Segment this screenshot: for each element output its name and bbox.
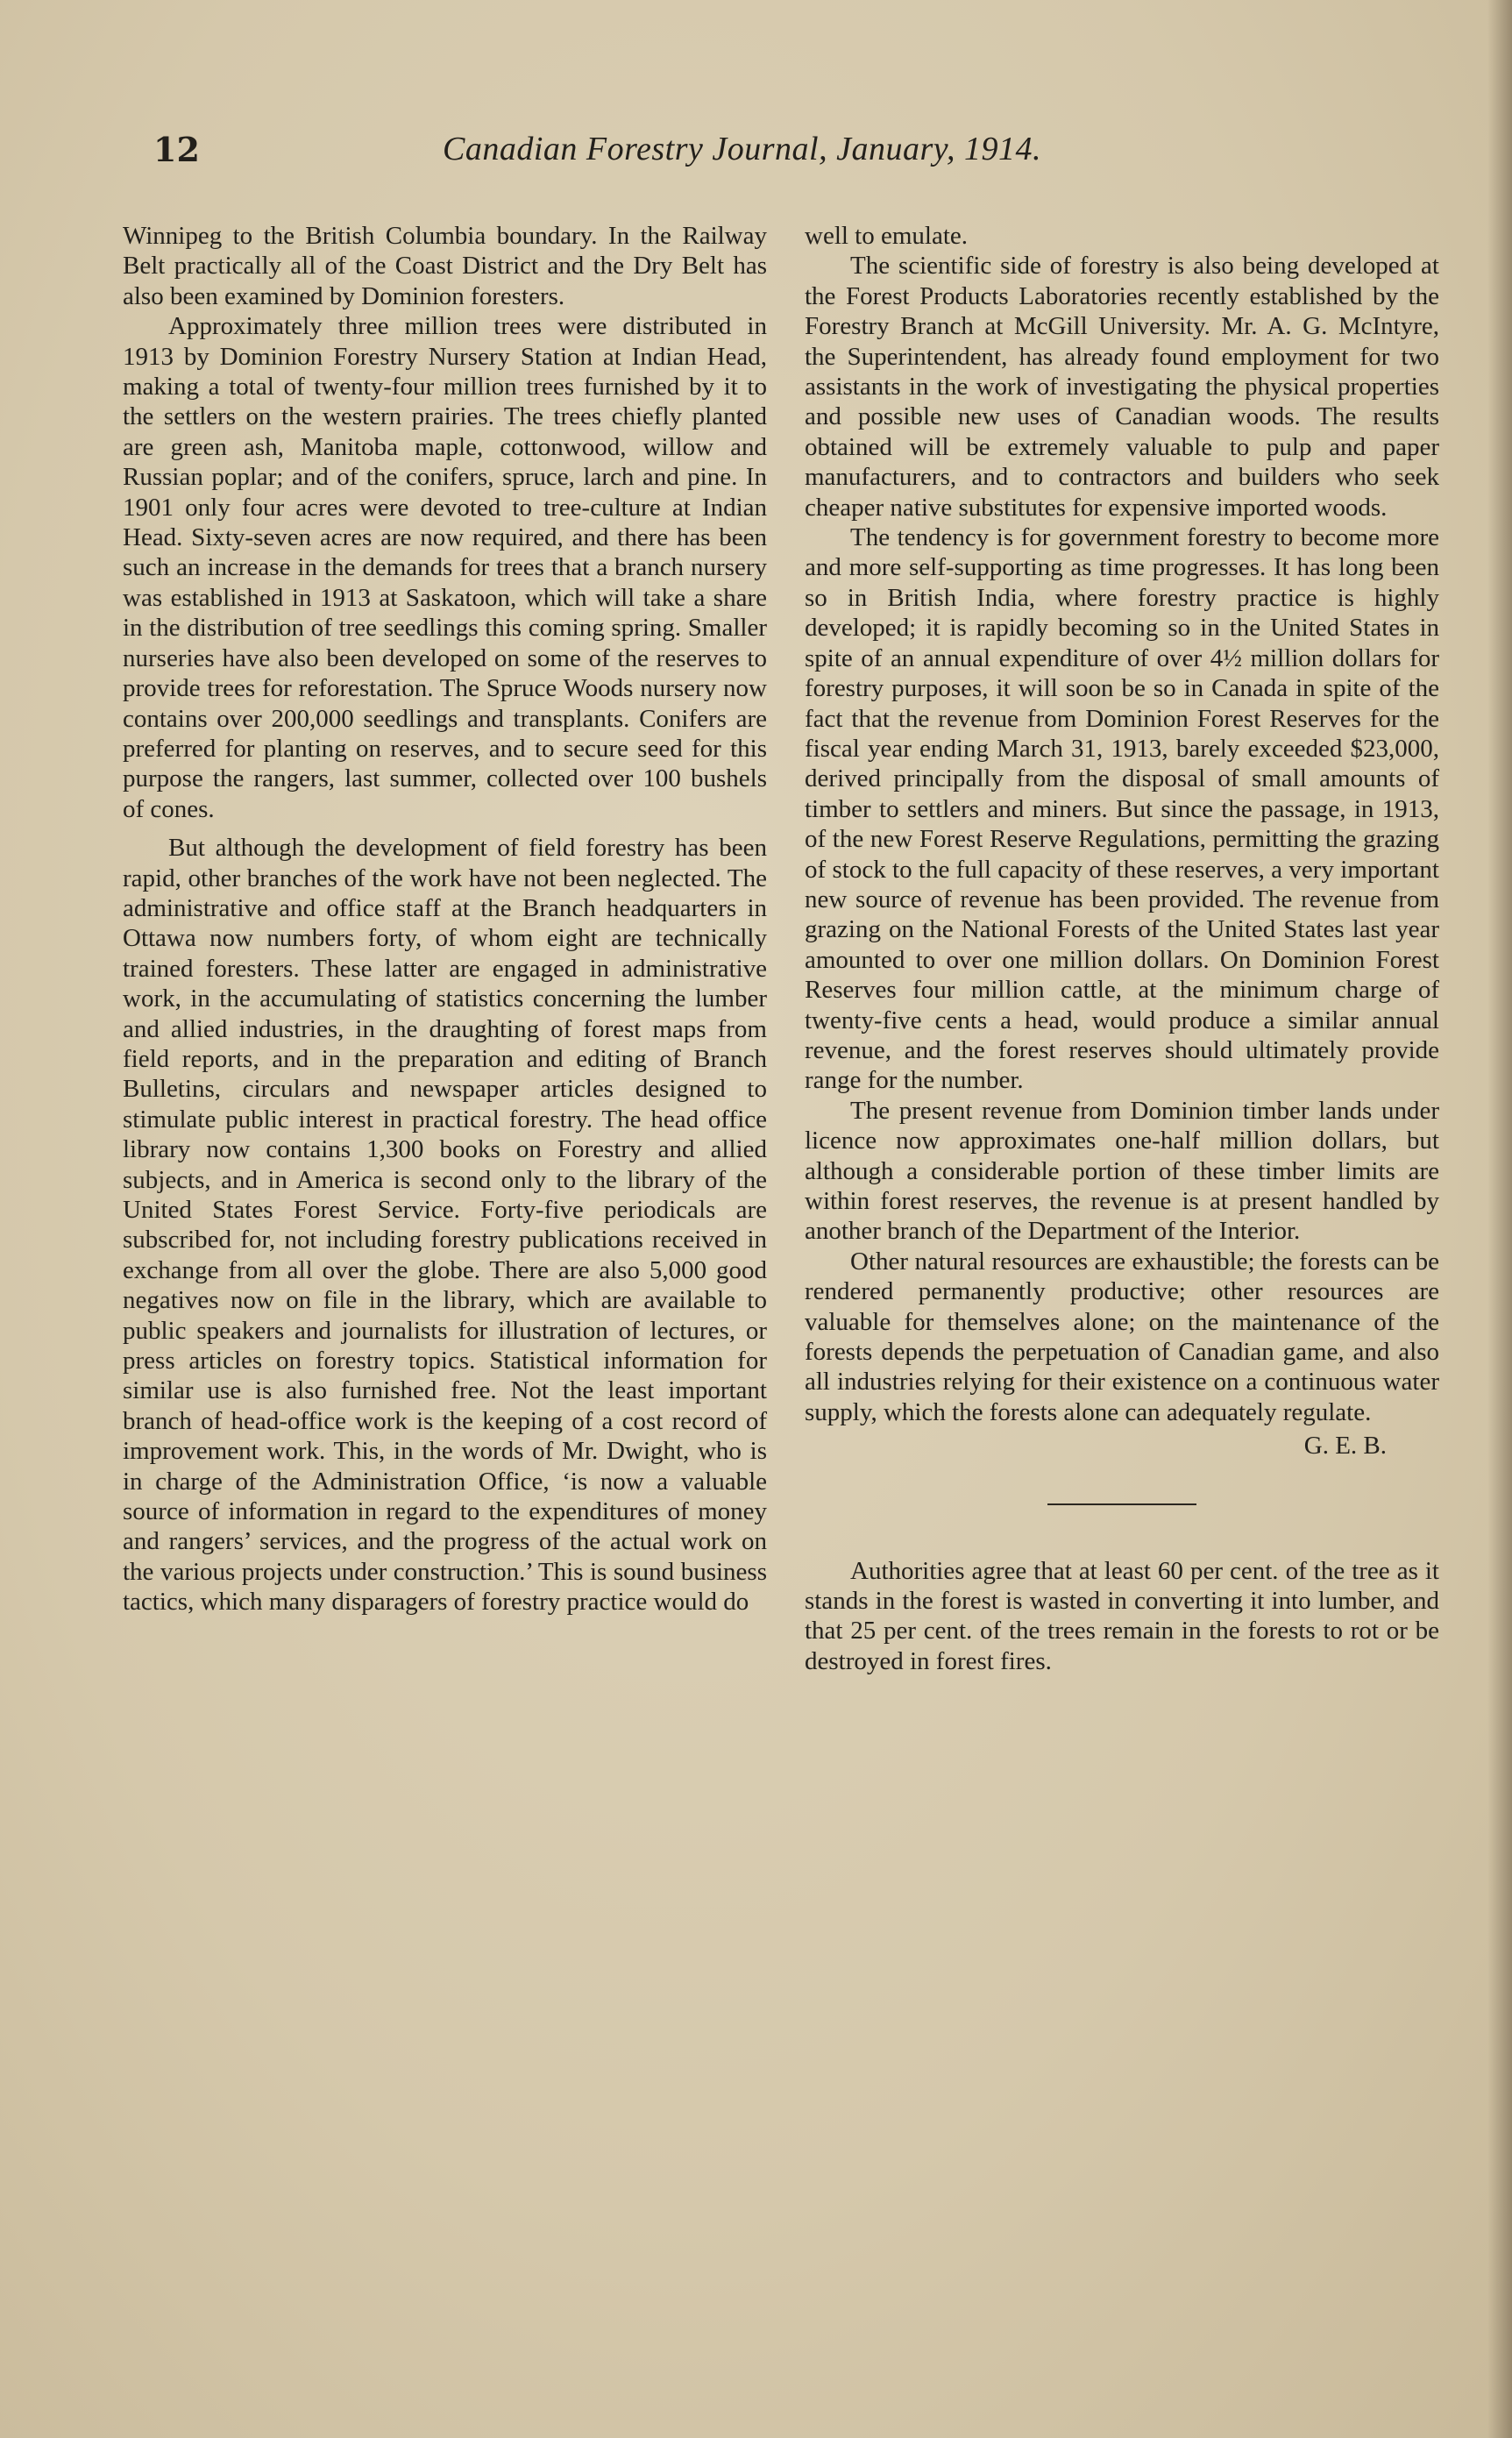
journal-title: Canadian Forestry Journal, January, 1914.: [443, 131, 1041, 167]
footnote: Authorities agree that at least 60 per cent. of the tree as it stands in the forest is wasted in converting it into lumber, and that 25 per cent. of the trees remain in the forests to rot or be destroyed in forest fires.: [805, 1556, 1439, 1675]
section-divider: [1047, 1503, 1196, 1505]
paragraph: Other natural resources are exhaustible; the forests can be rendered permanently productive; other resources are valuable for themselves alone; on the maintenance of the forests depends the perpetuation of Canadian game, and also all industries relying for their existence on a continuous water supply, which the forests alone can adequately regulate.: [805, 1247, 1439, 1426]
paragraph: Approximately three million trees were distributed in 1913 by Dominion Forestry Nursery Station at Indian Head, making a total of twenty-four million trees furnished by it to the settlers on the western prairies. The trees chiefly planted are green ash, Manitoba maple, cottonwood, willow and Russian poplar; and of the conifers, spruce, larch and pine. In 1901 only four acres were devoted to tree-culture at Indian Head. Sixty-seven acres are now required, and there has been such an increase in the demands for trees that a branch nursery was established in 1913 at Saskatoon, which will take a share in the distribution of tree seedlings this coming spring. Smaller nurseries have also been developed on some of the reserves to provide trees for reforestation. The Spruce Woods nursery now contains over 200,000 seedlings and transplants. Conifers are preferred for planting on reserves, and to secure seed for this purpose the rangers, last summer, collected over 100 bushels of cones.: [123, 312, 767, 823]
paragraph: Winnipeg to the British Columbia boundary. In the Railway Belt practically all of the Coast District and the Dry Belt has also been examined by Dominion foresters.: [123, 222, 767, 310]
page-header: [153, 130, 1170, 191]
page-spine-shadow: [1487, 0, 1512, 2438]
author-signature: G. E. B.: [1303, 1432, 1387, 1461]
right-column: [805, 221, 1439, 1676]
page-number: 12: [153, 130, 200, 169]
paragraph: well to emulate.: [805, 222, 969, 250]
left-column: [123, 221, 767, 1617]
paragraph: The tendency is for government forestry to become more and more self-supporting as time progresses. It has long been so in British India, where forestry practice is highly developed; it is rapidly becoming so in the United States in spite of an annual expenditure of over 4½ million dollars for forestry purposes, it will soon be so in Canada in spite of the fact that the revenue from Dominion Forest Reserves for the fiscal year ending March 31, 1913, barely exceeded $23,000, derived principally from the disposal of small amounts of timber to settlers and miners. But since the passage, in 1913, of the new Forest Reserve Regulations, permitting the grazing of stock to the full capacity of these reserves, a very important new source of revenue has been provided. The revenue from grazing on the National Forests of the United States last year amounted to over one million dollars. On Dominion Forest Reserves four million cattle, at the minimum charge of twenty-five cents a head, would produce a similar annual revenue, and the forest reserves should ultimately provide range for the number.: [805, 523, 1439, 1095]
paragraph: But although the development of field forestry has been rapid, other branches of the work have not been neglected. The administrative and office staff at the Branch headquarters in Ottawa now numbers forty, of whom eight are technically trained foresters. These latter are engaged in administrative work, in the accumulating of statistics concerning the lumber and allied industries, in the draughting of forest maps from field reports, and in the preparation and editing of Branch Bulletins, circulars and newspaper articles designed to stimulate public interest in practical forestry. The head office library now contains 1,300 books on Forestry and allied subjects, and in America is second only to the library of the United States Forest Service. Forty-five periodicals are subscribed for, not including forestry publications received in exchange from all over the globe. There are also 5,000 good negatives now on file in the library, which are available to public speakers and journalists for illustration of lectures, or press articles on forestry topics. Statistical information for similar use is also furnished free. Not the least important branch of head-office work is the keeping of a cost record of improvement work. This, in the words of Mr. Dwight, who is in charge of the Administration Office, ‘is now a valuable source of information in regard to the expenditures of money and rangers’ services, and the progress of the actual work on the various projects under construction.’ This is sound business tactics, which many disparagers of forestry practice would do: [123, 834, 767, 1617]
paragraph: The present revenue from Dominion timber lands under licence now approximates one-half million dollars, but although a considerable portion of these timber limits are within forest reserves, the revenue is at present handled by another branch of the Department of the Interior.: [805, 1096, 1439, 1246]
paragraph: The scientific side of forestry is also being developed at the Forest Products Laboratories recently established by the Forestry Branch at McGill University. Mr. A. G. McIntyre, the Superintendent, has already found employment for two assistants in the work of investigating the physical properties and possible new uses of Canadian woods. The results obtained will be extremely valuable to pulp and paper manufacturers, and to contractors and builders who seek cheaper native substitutes for expensive imported woods.: [805, 252, 1439, 522]
